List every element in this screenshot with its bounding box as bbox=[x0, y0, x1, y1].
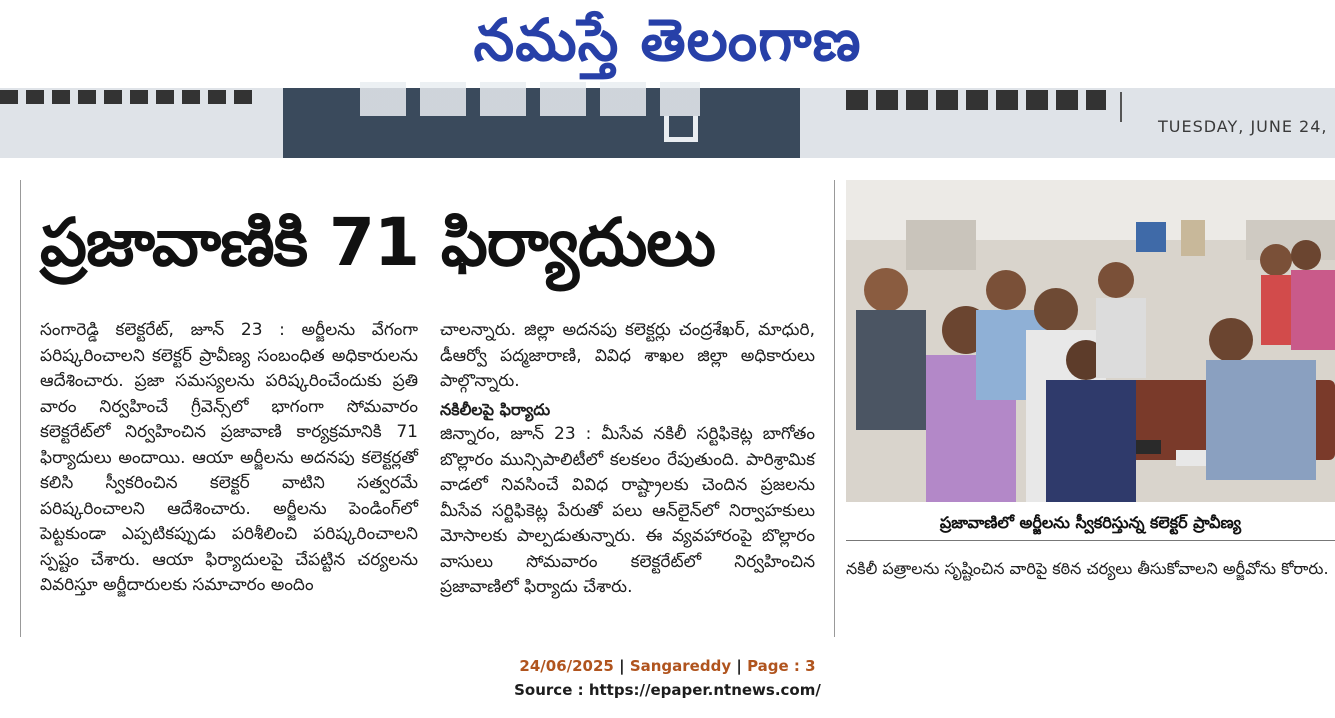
column-rule-left bbox=[20, 180, 21, 637]
footer-separator: | bbox=[736, 657, 742, 675]
footer-separator: | bbox=[619, 657, 625, 675]
photo-caption: ప్రజావాణిలో అర్జీలను స్వీకరిస్తున్న కలెక్టర్ ప్రావీణ్య bbox=[939, 513, 1242, 532]
article-photo bbox=[846, 180, 1335, 502]
footer-meta-line bbox=[0, 654, 1335, 678]
header-band-section-text-fragment bbox=[360, 82, 700, 116]
caption-rule bbox=[846, 540, 1335, 541]
article-column-1 bbox=[40, 318, 418, 628]
article-column-2 bbox=[440, 318, 815, 628]
masthead-logo: నమస్తే తెలంగాణ bbox=[473, 6, 862, 74]
masthead bbox=[0, 0, 1335, 90]
article-subheading: నకిలీలపై ఫిర్యాదు bbox=[440, 399, 551, 419]
header-band-divider bbox=[1120, 92, 1122, 122]
footer-page: Page : 3 bbox=[747, 657, 816, 675]
article-column-2-body-text: జిన్నారం, జూన్ 23 : మీసేవ నకిలీ సర్టిఫికెట్ల బాగోతం బొల్లారం మున్సిపాలిటీలో కలకలం రేపుతుంది. పారిశ్రామిక వాడలో నివసించే వివిధ రాష్ట్రాలకు చెందిన ప్రజలను మీసేవ సర్టిఫికెట్ల పేరుతో పలు ఆన్‌లైన్‌లో నిర్వాహకులు మోసాలకు పాల్పడుతున్నారు. ఈ వ్యవహారంపై బొల్లారం వాసులు సోమవారం కలెక్టరేట్‌లో నిర్వహించిన ప్రజావాణిలో ఫిర్యాదు చేశారు. bbox=[440, 424, 815, 597]
footer-date: 24/06/2025 bbox=[519, 657, 614, 675]
header-band-section-mark bbox=[664, 116, 698, 142]
article-column-2-top-text: చాలన్నారు. జిల్లా అదనపు కలెక్టర్లు చంద్రశేఖర్, మాధురి, డీఆర్వో పద్మజారాణి, వివిధ శాఖల జిల్లా అధికారులు పాల్గొన్నారు. bbox=[440, 320, 815, 391]
page-footer bbox=[0, 654, 1335, 704]
article-headline: ప్రజావాణికి 71 ఫిర్యాదులు bbox=[40, 204, 715, 281]
issue-date: TUESDAY, JUNE 24, bbox=[1158, 117, 1328, 136]
header-band-left-text-fragment bbox=[0, 90, 258, 104]
article-column-3 bbox=[846, 556, 1335, 616]
article-column-3-text: నకిలీ పత్రాలను సృష్టించిన వారిపై కఠిన చర్యలు తీసుకోవాలని అర్జీవోను కోరారు. bbox=[846, 559, 1329, 578]
article-column-1-text: సంగారెడ్డి కలెక్టరేట్, జూన్ 23 : అర్జీలను వేగంగా పరిష్కరించాలని కలెక్టర్ ప్రావీణ్య సంబంధిత అధికారులను ఆదేశించారు. ప్రజా సమస్యలను పరిష్కరించేందుకు ప్రతి వారం నిర్వహించే గ్రీవెన్స్‌లో భాగంగా సోమవారం కలెక్టరేట్‌లో నిర్వహించిన ప్రజావాణి కార్యక్రమానికి 71 ఫిర్యాదులు అందాయి. ఆయా అర్జీలను అదనపు కలెక్టర్లతో కలిసి స్వీకరించిన కలెక్టర్ వాటిని సత్వరమే పరిష్కరించాలని ఆదేశించారు. అర్జీలను పెండింగ్‌లో పెట్టకుండా ఎప్పటికప్పుడు పరిశీలించి పరిష్కరించాలని స్పష్టం చేశారు. ఆయా ఫిర్యాదులపై చేపట్టిన చర్యలను వివరిస్తూ అర్జీదారులకు సమాచారం అందిం bbox=[40, 320, 418, 595]
header-band-right-text-fragment bbox=[846, 90, 1106, 110]
photo-illustration bbox=[846, 180, 1335, 502]
footer-source[interactable]: Source : https://epaper.ntnews.com/ bbox=[514, 681, 821, 699]
footer-edition: Sangareddy bbox=[629, 657, 732, 675]
